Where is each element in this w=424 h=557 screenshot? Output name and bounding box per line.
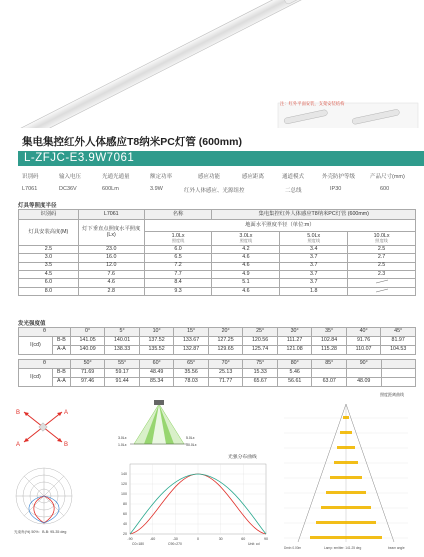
y-tick: 60 <box>123 512 127 516</box>
table-row: A-A 97.46 91.44 85.34 78.03 71.77 65.67 56.61 63.07 48.09 <box>19 378 416 387</box>
product-hero <box>0 0 424 128</box>
id-value: L7061 <box>78 210 144 220</box>
table-row: 6.0 4.6 8.4 5.1 3.7 <box>19 279 416 288</box>
x-tick: -30 <box>172 537 178 541</box>
x-tick: -90 <box>127 537 133 541</box>
lux-col: 5.0Lx 照度线 <box>280 232 348 246</box>
axis-label-a: A <box>64 410 69 416</box>
cone-title: 照度距离曲线 <box>380 392 404 397</box>
curve-title: 光强分布曲线 <box>228 455 257 460</box>
spec-header: 光通光通量 <box>102 174 130 180</box>
y-tick: 100 <box>121 492 127 496</box>
x-tick: 60 <box>241 537 246 541</box>
cone-diagram <box>276 398 416 552</box>
section-title-illuminance: 灯具等照度半径 <box>18 203 57 209</box>
table-row: 4.5 7.6 7.7 4.9 3.7 2.3 <box>19 270 416 278</box>
tube-product-image <box>0 0 424 128</box>
x-tick: 90 <box>264 537 268 541</box>
intensity-table-1: θ 0° 5° 10° 15° 20° 25° 30° 35° 40° 45° I(cd) B-B 141.05 140.01 137.52 133.67 127.25 120.56 111.27 102.84 91.76 81.97 A-A 140.09 138.33 135.52 132.87 129.65 125.74 121.08 115.28 110.07 104.53 <box>18 327 416 355</box>
page-title: 集电集控红外人体感应T8纳米PC灯管 (600mm) <box>22 136 242 148</box>
beam-label: 3.0Lx <box>118 436 127 440</box>
polar-caption: 光束角(%) 50%：B-B: 95-35 deg <box>14 530 67 534</box>
table-row: I(cd) B-B 141.05 140.01 137.52 133.67 127.25 120.56 111.27 102.84 91.76 81.97 <box>19 337 416 346</box>
dash-cell <box>348 279 416 288</box>
spec-header: 感应距离 <box>242 174 265 180</box>
spec-header: 产品尺寸(mm) <box>370 174 405 180</box>
spec-value: DC36V <box>59 186 77 192</box>
x-tick: 0 <box>197 537 199 541</box>
polar-diagram <box>12 463 78 537</box>
table-row: 3.0 16.0 6.5 4.6 3.7 2.7 <box>19 254 416 262</box>
intensity-curve-chart <box>112 460 270 546</box>
inset-caption: 注：红外平面安装，支架安装结构 <box>280 101 345 106</box>
intensity-table-2: θ 50° 55° 60° 65° 70° 75° 80° 85° 90° I(cd) B-B 71.69 59.17 48.49 35.56 25.13 15.33 5.46 A-A 97.46 91.44 85.34 78.03 71.77 65.67 56.61 63.07 48.09 <box>18 359 416 387</box>
cone-footer: Dmin 0.00m <box>284 546 302 550</box>
unit-cell: I(cd) <box>19 337 53 355</box>
y-tick: 120 <box>121 482 127 486</box>
lux-col: 1.0Lx 照度线 <box>144 232 212 246</box>
illuminance-table <box>18 209 416 296</box>
x-tick: 30 <box>218 537 223 541</box>
axis-label-b2: B <box>64 442 69 448</box>
dash-cell <box>348 287 416 296</box>
y-tick: 20 <box>123 532 127 536</box>
y-tick: 80 <box>123 502 127 506</box>
spec-value: 红外人体感应、光源组控 <box>184 188 245 194</box>
curve-unit: Unit: cd <box>248 542 260 546</box>
spec-value: L7061 <box>22 186 38 192</box>
spec-value: 600 <box>380 186 390 192</box>
cone-footer: Lamp: emitter: 141.25 deg <box>324 546 362 550</box>
spec-header: 输入电压 <box>59 174 82 180</box>
unit-cell: I(cd) <box>19 369 53 387</box>
model-code-banner <box>18 151 424 166</box>
height-header: 灯具安装高度(M) <box>19 220 79 246</box>
beam-label: 10.0Lx <box>186 443 197 447</box>
spec-header: 识别码 <box>22 174 39 180</box>
spec-header: 外壳防护等级 <box>322 174 356 180</box>
beam-label: 5.0Lx <box>186 436 195 440</box>
spec-value: 二总线 <box>285 188 302 194</box>
ab-axis-diagram <box>14 404 72 448</box>
table-row: 2.5 23.0 6.0 4.2 3.4 2.5 <box>19 246 416 254</box>
lux-col: 10.0Lx 照度线 <box>348 232 416 246</box>
model-code: L-ZFJC-E3.9W7061 <box>24 152 135 164</box>
beam-lux-diagram <box>116 398 202 454</box>
table-row: I(cd) B-B 71.69 59.17 48.49 35.56 25.13 15.33 5.46 <box>19 369 416 378</box>
legend-item: C90=270 <box>168 542 182 546</box>
spec-value: 3.9W <box>150 186 163 192</box>
beam-label: 1.0Lx <box>118 443 127 447</box>
table-row: A-A 140.09 138.33 135.52 132.87 129.65 125.74 121.08 115.28 110.07 104.53 <box>19 346 416 355</box>
radius-header: 地面水平照度半径（单位:m） <box>144 220 415 232</box>
name-value: 集电集控红外人体感应T8纳米PC灯管 (600mm) <box>212 210 416 220</box>
spec-value: 600Lm <box>102 186 119 192</box>
table-row: 3.5 12.0 7.2 4.6 3.7 2.5 <box>19 262 416 270</box>
spec-header: 感应功能 <box>198 174 221 180</box>
lux-col: 3.0Lx 照度线 <box>212 232 280 246</box>
spec-header: 通道模式 <box>282 174 305 180</box>
cone-footer: beam angle <box>388 546 405 550</box>
spec-value: IP30 <box>330 186 342 192</box>
id-label: 识别码 <box>19 210 79 220</box>
y-tick: 140 <box>121 472 127 476</box>
x-tick: -60 <box>150 537 156 541</box>
name-label: 名称 <box>144 210 212 220</box>
y-tick: 40 <box>123 522 127 526</box>
axis-label-a2: A <box>16 442 21 448</box>
axis-label-b: B <box>16 410 21 416</box>
legend-item: C0=180 <box>132 542 144 546</box>
spec-header: 额定功率 <box>150 174 173 180</box>
center-lux-header: 灯下垂直点照度水平照度(Lx) <box>78 220 144 246</box>
section-title-intensity: 发光强度值 <box>18 321 46 327</box>
table-row: 8.0 2.8 9.3 4.6 1.8 <box>19 287 416 296</box>
